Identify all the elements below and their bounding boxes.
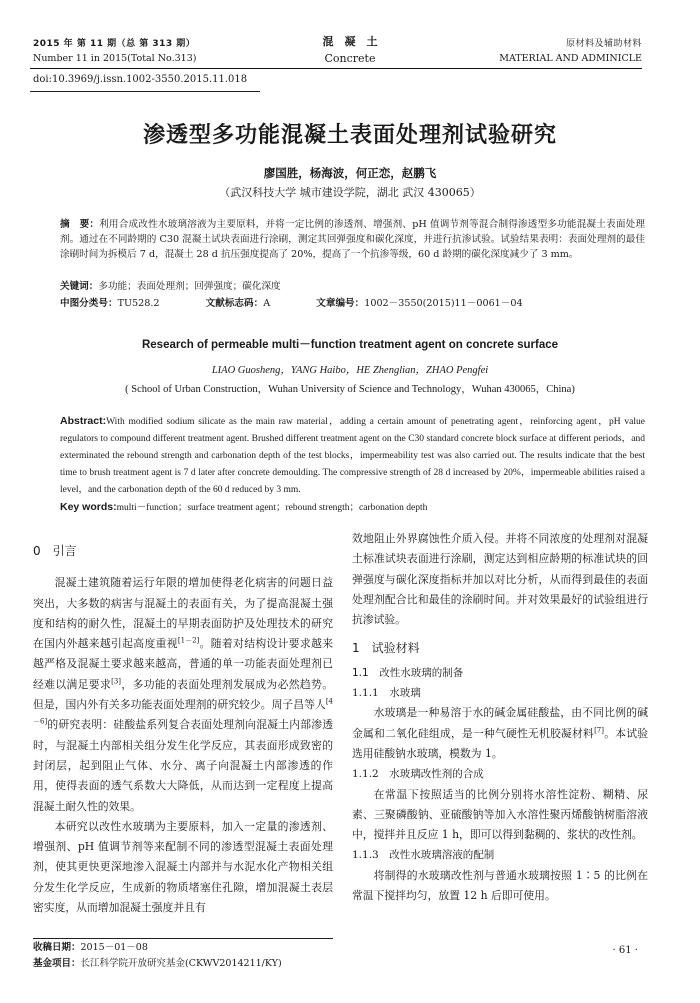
- citation-1-2: [1－2]: [177, 636, 200, 645]
- paper-title: 渗透型多功能混凝土表面处理剂试验研究: [142, 123, 557, 148]
- section-1-number: 1: [352, 641, 360, 656]
- english-abstract: [60, 413, 645, 517]
- funding: [33, 956, 333, 972]
- abstract-cn: [60, 217, 645, 262]
- intro-p1-c: ，多功能的表面处理剂发展成为必然趋势。但是，国内外有关多功能表面处理剂的研究较少。周子昌等人: [33, 677, 334, 712]
- header-section-cn: 原材料及辅助材料: [565, 39, 642, 49]
- affiliation: （武汉科技大学 城市建设学院，湖北 武汉 430065）: [219, 186, 481, 199]
- doi: doi:10.3969/j.issn.1002-3550.2015.11.018: [33, 74, 248, 85]
- received-date: [33, 940, 333, 956]
- article-no-value: 1002－3550(2015)11－0061－04: [364, 298, 523, 309]
- paragraph-1-1-1: [352, 703, 648, 764]
- subsection-1-1-1: 1.1.1 水玻璃: [352, 687, 421, 700]
- received-label: 收稿日期：: [33, 942, 81, 953]
- english-title: Research of permeable multi－function treatment agent on concrete surface: [141, 339, 559, 351]
- english-keywords-label: Key words:: [60, 501, 117, 513]
- keywords-cn-label: 关键词：: [60, 281, 99, 292]
- intro-p1-b: 。随着对结构设计要求越来越严格及混凝土要求越来越高，普通的单一功能表面处理剂已经难以满足要求: [33, 637, 334, 691]
- received-value: 2015－01－08: [80, 942, 148, 953]
- citation-3: [3]: [111, 677, 122, 686]
- footnote-rule: [33, 938, 333, 939]
- english-abstract-text: With modified sodium silicate as the main raw material，adding a certain amount of penetrating agent，reinforcing agent，pH value regulators to compound different treatment agent. Brushed different treatment agent on the C30 standard concrete block surface at different periods，and exterminated the rebound strength and carbonation depth of the test blocks，impermeability test was also carried out. The results indicate that the best time to brush treatment agent is 7 d later after concrete demoulding. The compressive strength of 28 d increased by 20%，impermeable abilities raised a level，and the carbonation depth of the 60 d reduced by 3 mm.: [60, 417, 645, 495]
- funding-value: 长江科学院开放研究基金(CKWV2014211/KY): [80, 958, 282, 969]
- funding-label: 基金项目：: [33, 958, 81, 969]
- header-journal-en: Concrete: [324, 52, 376, 65]
- subsection-1-1-3: 1.1.3 改性水玻璃溶液的配制: [352, 849, 495, 862]
- keywords-cn: [60, 279, 645, 294]
- intro-p1-d: 的研究表明：硅酸盐系列复合表面处理剂向混凝土内部渗透时，与混凝土内部相关组分发生化学反应，其表面形成致密的封闭层，起到阻止气体、水分、离子向混凝土内部渗透的作用，使得表面的透气系数大大降低，从而达到一定程度上提高混凝土耐久性的效果。: [33, 718, 333, 813]
- clc-value: TU528.2: [117, 298, 160, 309]
- keywords-cn-text: 多功能；表面处理剂；回弹强度；碳化深度: [98, 281, 281, 292]
- classification-line: [60, 296, 645, 311]
- intro-p1-a: 混凝土建筑随着运行年限的增加使得老化病害的问题日益突出，大多数的病害与混凝土的表面有关，为了提高混凝土强度和结构的耐久性，混凝土的早期表面防护及处理技术的研究在国内外越来越引起高度重视: [33, 576, 333, 651]
- english-affiliation: ( School of Urban Construction，Wuhan University of Science and Technology，Wuhan 430065，China): [125, 384, 575, 395]
- p111-a: 水玻璃是一种易溶于水的碱金属硅酸盐，由不同比例的碱金属和二氧化硅组成，是一种气硬性无机胶凝材料: [352, 706, 648, 740]
- intro-paragraph-1: [33, 573, 333, 817]
- authors: 廖国胜，杨海波，何正恋，赵鹏飞: [263, 166, 437, 180]
- citation-4-6: [4－6]: [33, 697, 333, 726]
- intro-paragraph-2: 本研究以改性水玻璃为主要原料，加入一定量的渗透剂、增强剂、pH 值调节剂等来配制不同的渗透型混凝土表面处理剂，使其更快更深地渗入混凝土内部并与水泥水化产物相关组分发生化学反应，生成新的物质堵塞住孔隙，增加混凝土表层密实度，从而增加混凝土强度并且有: [33, 819, 333, 915]
- page-number: · 61 ·: [612, 945, 638, 956]
- citation-7: [7]: [594, 726, 604, 735]
- header-rule: [30, 68, 642, 69]
- doc-code-label: 文献标志码：: [205, 298, 264, 309]
- section-1-title: 试验材料: [371, 641, 420, 656]
- section-0-heading: [33, 541, 333, 561]
- intro-continued: 效地阻止外界腐蚀性介质入侵。并将不同浓度的处理剂对混凝土标准试块表面进行涂刷，测定达到相应龄期的标准试块的回弹强度与碳化深度指标并加以对比分析，从而得到最佳的表面处理剂配合比和最佳的涂刷时间。并对效果最好的试验组进行抗渗试验。: [352, 532, 648, 627]
- left-column: [33, 537, 333, 918]
- subsection-1-1: 1.1 改性水玻璃的制备: [352, 666, 464, 679]
- right-column: [352, 529, 648, 906]
- abstract-cn-label: 摘 要：: [60, 219, 100, 230]
- section-0-title: 引言: [52, 544, 77, 558]
- paragraph-1-1-3: 将制得的水玻璃改性剂与普通水玻璃按照 1∶5 的比例在常温下搅拌均匀，放置 12 h 后即可使用。: [352, 868, 648, 903]
- header-section-en: MATERIAL AND ADMINICLE: [499, 53, 642, 64]
- abstract-cn-text: 利用合成改性水玻璃溶液为主要原料，并将一定比例的渗透剂、增强剂、pH 值调节剂等混合制得渗透型多功能混凝土表面处理剂。通过在不同龄期的 C30 混凝土试块表面进行涂刷，测定其回弹强度和碳化深度，并进行抗渗试验。试验结果表明：表面处理剂的最佳涂刷时间为拆模后 7 d，混凝土 28 d 抗压强度提高了 20%，提高了一个抗渗等级，60 d 龄期的碳化深度减少了 3 mm。: [60, 219, 646, 260]
- header-journal-cn: 混 凝 土: [322, 35, 378, 48]
- header-issue-cn: 2015 年 第 11 期（总 第 313 期）: [33, 39, 196, 49]
- doc-code-value: A: [263, 298, 271, 309]
- clc-label: 中图分类号：: [60, 298, 118, 309]
- english-keywords-text: multi－function；surface treatment agent；rebound strength；carbonation depth: [116, 503, 428, 513]
- subsection-1-1-2: 1.1.2 水玻璃改性剂的合成: [352, 768, 484, 781]
- paragraph-1-1-2: 在常温下按照适当的比例分别将水溶性淀粉、糊精、尿素、三聚磷酸钠、亚硫酸钠等加入水溶性聚丙烯酸钠树脂溶液中，搅拌并且反应 1 h，即可以得到黏稠的、浆状的改性剂。: [352, 787, 648, 842]
- footnote: [33, 940, 333, 972]
- section-1-heading: [352, 638, 648, 658]
- article-no-label: 文章编号：: [316, 298, 365, 309]
- english-abstract-label: Abstract:: [60, 415, 107, 427]
- english-authors: LIAO Guosheng，YANG Haibo，HE Zhenglian，ZHAO Pengfei: [211, 365, 489, 376]
- p111-b: 。本试验选用硅酸钠水玻璃，模数为 1。: [352, 726, 649, 760]
- header-issue-en: Number 11 in 2015(Total No.313): [33, 53, 197, 64]
- section-0-number: 0: [33, 544, 41, 558]
- doi-rule: [30, 91, 260, 92]
